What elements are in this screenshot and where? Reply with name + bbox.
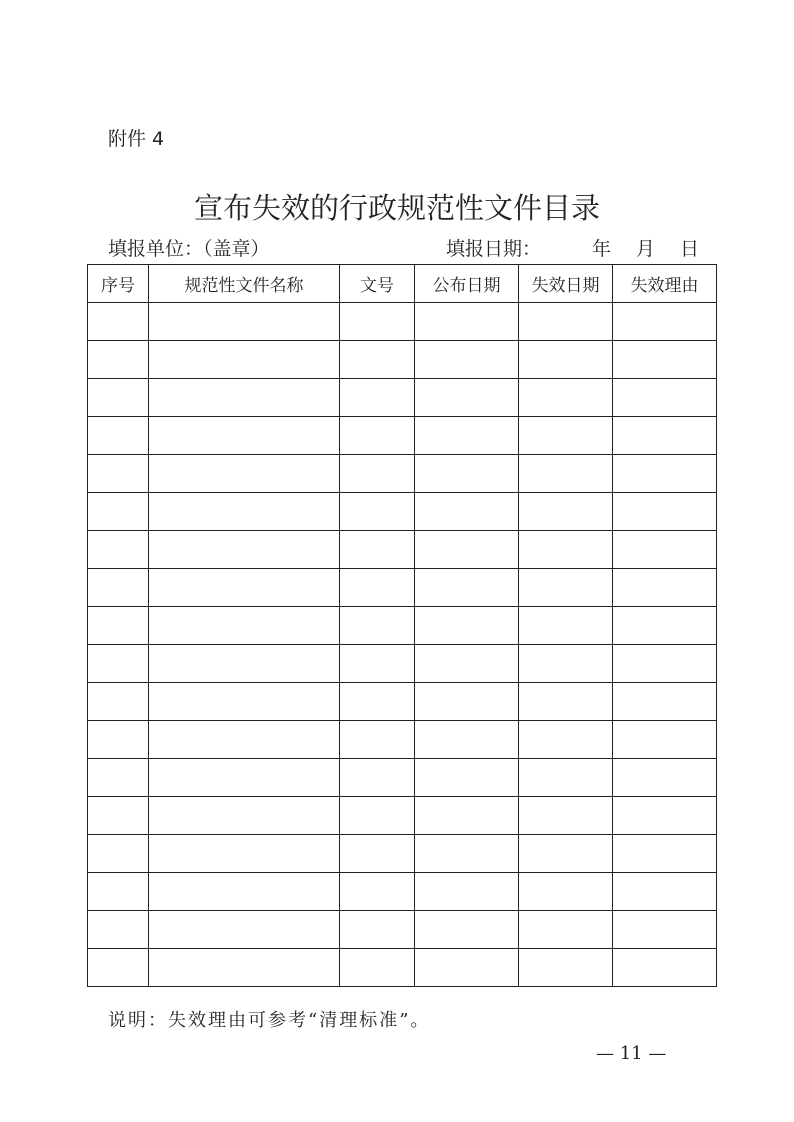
table-cell[interactable]: [340, 303, 415, 341]
table-cell[interactable]: [88, 911, 149, 949]
table-cell[interactable]: [415, 341, 519, 379]
table-cell[interactable]: [149, 531, 340, 569]
table-cell[interactable]: [613, 949, 717, 987]
table-cell[interactable]: [88, 531, 149, 569]
table-cell[interactable]: [340, 379, 415, 417]
table-cell[interactable]: [415, 683, 519, 721]
column-header-document-number: 文号: [340, 265, 415, 303]
table-cell[interactable]: [613, 683, 717, 721]
table-cell[interactable]: [415, 569, 519, 607]
table-cell[interactable]: [519, 417, 613, 455]
table-cell[interactable]: [613, 873, 717, 911]
table-cell[interactable]: [415, 493, 519, 531]
table-cell[interactable]: [415, 797, 519, 835]
table-cell[interactable]: [519, 379, 613, 417]
table-cell[interactable]: [415, 645, 519, 683]
table-cell[interactable]: [519, 645, 613, 683]
table-cell[interactable]: [519, 949, 613, 987]
table-row: [88, 341, 717, 379]
table-cell[interactable]: [415, 379, 519, 417]
table-cell[interactable]: [613, 835, 717, 873]
table-cell[interactable]: [415, 949, 519, 987]
table-cell[interactable]: [88, 341, 149, 379]
table-cell[interactable]: [88, 455, 149, 493]
table-cell[interactable]: [415, 721, 519, 759]
fill-unit-label: 填报单位：（盖章）: [108, 238, 270, 260]
table-cell[interactable]: [519, 835, 613, 873]
table-cell[interactable]: [613, 759, 717, 797]
table-cell[interactable]: [149, 341, 340, 379]
table-row: [88, 759, 717, 797]
table-cell[interactable]: [88, 759, 149, 797]
table-cell[interactable]: [340, 607, 415, 645]
table-cell[interactable]: [613, 341, 717, 379]
table-cell[interactable]: [415, 607, 519, 645]
table-cell[interactable]: [415, 835, 519, 873]
table-cell[interactable]: [340, 341, 415, 379]
table-cell[interactable]: [519, 531, 613, 569]
column-header-publish-date: 公布日期: [415, 265, 519, 303]
table-cell[interactable]: [415, 417, 519, 455]
table-cell[interactable]: [340, 949, 415, 987]
table-cell[interactable]: [149, 797, 340, 835]
table-cell[interactable]: [149, 417, 340, 455]
table-cell[interactable]: [88, 949, 149, 987]
table-cell[interactable]: [519, 797, 613, 835]
table-row: [88, 721, 717, 759]
table-cell[interactable]: [340, 873, 415, 911]
table-cell[interactable]: [415, 303, 519, 341]
column-header-index: 序号: [88, 265, 149, 303]
table-cell[interactable]: [415, 759, 519, 797]
table-cell[interactable]: [149, 759, 340, 797]
table-row: [88, 607, 717, 645]
table-cell[interactable]: [88, 417, 149, 455]
table-cell[interactable]: [340, 645, 415, 683]
table-row: [88, 379, 717, 417]
fill-info-row: [108, 235, 698, 263]
table-cell[interactable]: [340, 911, 415, 949]
table-cell[interactable]: [613, 455, 717, 493]
table-cell[interactable]: [340, 417, 415, 455]
note-text: 说明：失效理由可参考“清理标准”。: [108, 1010, 431, 1031]
table-cell[interactable]: [519, 493, 613, 531]
table-cell[interactable]: [519, 759, 613, 797]
table-cell[interactable]: [519, 873, 613, 911]
table-cell[interactable]: [149, 835, 340, 873]
table-cell[interactable]: [149, 607, 340, 645]
table-cell[interactable]: [88, 721, 149, 759]
table-row: [88, 493, 717, 531]
table-row: [88, 683, 717, 721]
table-row: [88, 645, 717, 683]
table-row: [88, 417, 717, 455]
table-cell[interactable]: [88, 797, 149, 835]
table-cell[interactable]: [340, 835, 415, 873]
table-cell[interactable]: [149, 455, 340, 493]
table-cell[interactable]: [149, 493, 340, 531]
table-cell[interactable]: [340, 759, 415, 797]
table-cell[interactable]: [519, 911, 613, 949]
table-cell[interactable]: [149, 303, 340, 341]
table-cell[interactable]: [88, 303, 149, 341]
table-cell[interactable]: [613, 417, 717, 455]
table-row: [88, 797, 717, 835]
table-cell[interactable]: [613, 303, 717, 341]
table-cell[interactable]: [149, 569, 340, 607]
table-cell[interactable]: [340, 531, 415, 569]
table-cell[interactable]: [613, 607, 717, 645]
table-body: [88, 303, 717, 987]
table-cell[interactable]: [613, 721, 717, 759]
table-cell[interactable]: [340, 797, 415, 835]
table-row: [88, 455, 717, 493]
table-cell[interactable]: [519, 303, 613, 341]
table-cell[interactable]: [149, 911, 340, 949]
column-header-invalid-reason: 失效理由: [613, 265, 717, 303]
table-cell[interactable]: [88, 645, 149, 683]
attachment-label: 附件 4: [108, 128, 165, 150]
table-cell[interactable]: [415, 873, 519, 911]
table-cell[interactable]: [415, 911, 519, 949]
table-row: [88, 873, 717, 911]
date-year-label: 年: [592, 238, 612, 260]
table-cell[interactable]: [519, 569, 613, 607]
table-cell[interactable]: [519, 721, 613, 759]
page-number: — 11 —: [596, 1043, 667, 1064]
table-cell[interactable]: [613, 569, 717, 607]
table-cell[interactable]: [613, 645, 717, 683]
table-cell[interactable]: [88, 835, 149, 873]
table-cell[interactable]: [613, 493, 717, 531]
table-cell[interactable]: [340, 683, 415, 721]
page-title: 宣布失效的行政规范性文件目录: [193, 191, 600, 225]
table-row: [88, 835, 717, 873]
table-cell[interactable]: [88, 569, 149, 607]
table-cell[interactable]: [149, 721, 340, 759]
table-cell[interactable]: [88, 493, 149, 531]
table-cell[interactable]: [149, 873, 340, 911]
table-cell[interactable]: [340, 455, 415, 493]
table-cell[interactable]: [88, 683, 149, 721]
column-header-document-name: 规范性文件名称: [149, 265, 340, 303]
table-cell[interactable]: [340, 569, 415, 607]
table-cell[interactable]: [415, 455, 519, 493]
table-row: [88, 949, 717, 987]
table-cell[interactable]: [519, 455, 613, 493]
table-cell[interactable]: [613, 531, 717, 569]
table-cell[interactable]: [149, 683, 340, 721]
date-day-label: 日: [680, 238, 700, 260]
table-cell[interactable]: [613, 911, 717, 949]
table-cell[interactable]: [519, 341, 613, 379]
column-header-invalid-date: 失效日期: [519, 265, 613, 303]
table-cell[interactable]: [340, 721, 415, 759]
catalog-table: [87, 264, 717, 987]
table-cell[interactable]: [519, 607, 613, 645]
table-cell[interactable]: [88, 873, 149, 911]
table-row: [88, 569, 717, 607]
table-header-row: [88, 265, 717, 303]
table-cell[interactable]: [88, 379, 149, 417]
table-row: [88, 531, 717, 569]
table-cell[interactable]: [149, 645, 340, 683]
table-cell[interactable]: [613, 379, 717, 417]
table-cell[interactable]: [149, 949, 340, 987]
table-cell[interactable]: [340, 493, 415, 531]
table-row: [88, 911, 717, 949]
fill-date-label: 填报日期：: [446, 238, 542, 260]
table-cell[interactable]: [519, 683, 613, 721]
date-month-label: 月: [636, 238, 656, 260]
table-cell[interactable]: [88, 607, 149, 645]
table-cell[interactable]: [613, 797, 717, 835]
table-row: [88, 303, 717, 341]
table-cell[interactable]: [149, 379, 340, 417]
table-cell[interactable]: [415, 531, 519, 569]
